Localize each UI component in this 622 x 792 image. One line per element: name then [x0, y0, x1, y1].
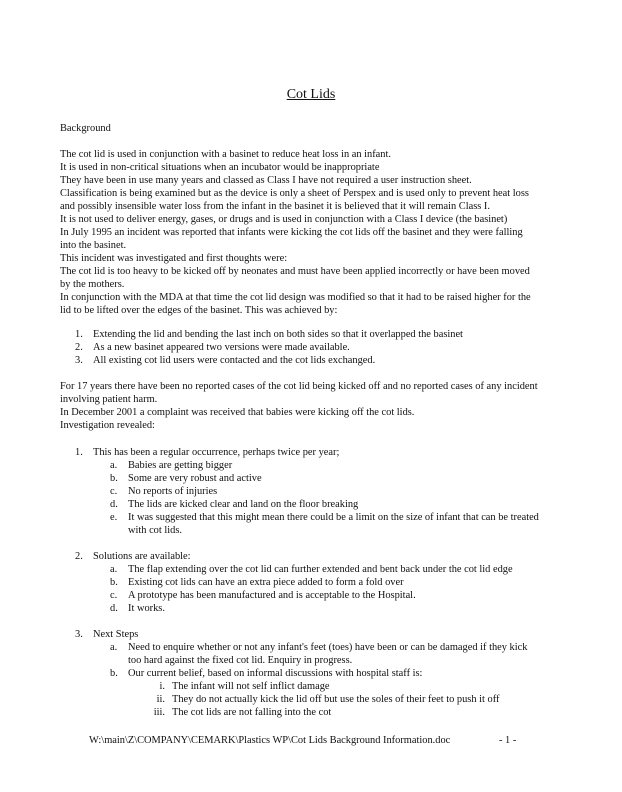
sub-item-letter: a.: [110, 564, 118, 575]
document-title: Cot Lids: [286, 87, 336, 102]
paragraph-line: For 17 years there have been no reported cases of the cot lid being kicked off and no reported cases of any incident: [60, 381, 538, 392]
paragraph-line: into the basinet.: [60, 240, 127, 251]
footer-file-path: W:\main\Z\COMPANY\CEMARK\Plastics WP\Cot Lids Background Information.doc: [89, 735, 451, 746]
paragraph-line: The cot lid is used in conjunction with a basinet to reduce heat loss in an infant.: [60, 149, 391, 160]
roman-item: The infant will not self inflict damage: [172, 681, 330, 692]
roman-item: They do not actually kick the lid off but use the soles of their feet to push it off: [172, 694, 500, 705]
sub-item: Existing cot lids can have an extra piece added to form a fold over: [128, 577, 404, 588]
sub-item: Need to enquire whether or not any infant's feet (toes) have been or can be damaged if they kick: [128, 642, 528, 653]
sub-item: The flap extending over the cot lid can further extended and bent back under the cot lid edge: [128, 564, 513, 575]
sub-item: Some are very robust and active: [128, 473, 262, 484]
roman-item: The cot lids are not falling into the cot: [172, 707, 332, 718]
sub-item-letter: c.: [110, 486, 118, 497]
paragraph-line: lid to be lifted over the edges of the basinet. This was achieved by:: [60, 305, 338, 316]
sub-item: A prototype has been manufactured and is acceptable to the Hospital.: [128, 590, 416, 601]
paragraph-line: In July 1995 an incident was reported that infants were kicking the cot lids off the basinet and they were falling: [60, 227, 523, 238]
sub-item-letter: c.: [110, 590, 118, 601]
sub-item-letter: a.: [110, 460, 118, 471]
section-heading: Next Steps: [93, 629, 139, 640]
footer-page-number: - 1 -: [499, 735, 517, 746]
sub-item-letter: e.: [110, 512, 118, 523]
paragraph-line: Investigation revealed:: [60, 420, 155, 431]
paragraph-line: Classification is being examined but as the device is only a sheet of Perspex and is used only to prevent heat loss: [60, 188, 529, 199]
paragraph-line: The cot lid is too heavy to be kicked off by neonates and must have been applied incorrectly or have been moved: [60, 266, 530, 277]
list-item: Extending the lid and bending the last inch on both sides so that it overlapped the basinet: [93, 329, 463, 340]
sub-item: It was suggested that this might mean there could be a limit on the size of infant that can be treated: [128, 512, 539, 523]
sub-item: The lids are kicked clear and land on the floor breaking: [128, 499, 359, 510]
list-number: 2.: [75, 342, 83, 353]
background-heading: Background: [60, 123, 111, 134]
section-number: 2.: [75, 551, 83, 562]
list-number: 3.: [75, 355, 83, 366]
roman-numeral: iii.: [153, 707, 165, 718]
sub-item-continuation: with cot lids.: [128, 525, 182, 536]
roman-numeral: i.: [159, 681, 165, 692]
paragraph-line: and possibly insensible water loss from the infant in the basinet it is believed that it will remain Class I.: [60, 201, 490, 212]
paragraph-line: involving patient harm.: [60, 394, 158, 405]
section-number: 1.: [75, 447, 83, 458]
sub-item-letter: b.: [110, 577, 118, 588]
list-item: All existing cot lid users were contacted and the cot lids exchanged.: [93, 355, 376, 366]
roman-numeral: ii.: [156, 694, 165, 705]
paragraph-line: In December 2001 a complaint was received that babies were kicking off the cot lids.: [60, 407, 415, 418]
section-heading: Solutions are available:: [93, 551, 191, 562]
paragraph-line: This incident was investigated and first thoughts were:: [60, 253, 288, 264]
list-number: 1.: [75, 329, 83, 340]
sub-item: It works.: [128, 603, 165, 614]
sub-item: Babies are getting bigger: [128, 460, 233, 471]
list-item: As a new basinet appeared two versions were made available.: [93, 342, 350, 353]
sub-item-continuation: too hard against the fixed cot lid. Enquiry in progress.: [128, 655, 353, 666]
section-heading: This has been a regular occurrence, perhaps twice per year;: [93, 447, 340, 458]
section-number: 3.: [75, 629, 83, 640]
paragraph-line: In conjunction with the MDA at that time the cot lid design was modified so that it had to be raised higher for the: [60, 292, 531, 303]
sub-item-letter: d.: [110, 499, 118, 510]
paragraph-line: by the mothers.: [60, 279, 125, 290]
sub-item-letter: b.: [110, 668, 118, 679]
sub-item-letter: d.: [110, 603, 118, 614]
sub-item-letter: b.: [110, 473, 118, 484]
paragraph-line: They have been in use many years and classed as Class I have not required a user instruction sheet.: [60, 175, 472, 186]
paragraph-line: It is used in non-critical situations when an incubator would be inappropriate: [60, 162, 380, 173]
sub-item: No reports of injuries: [128, 486, 218, 497]
sub-item: Our current belief, based on informal discussions with hospital staff is:: [128, 668, 423, 679]
paragraph-line: It is not used to deliver energy, gases, or drugs and is used in conjunction with a Class I device (the basinet): [60, 214, 508, 225]
sub-item-letter: a.: [110, 642, 118, 653]
